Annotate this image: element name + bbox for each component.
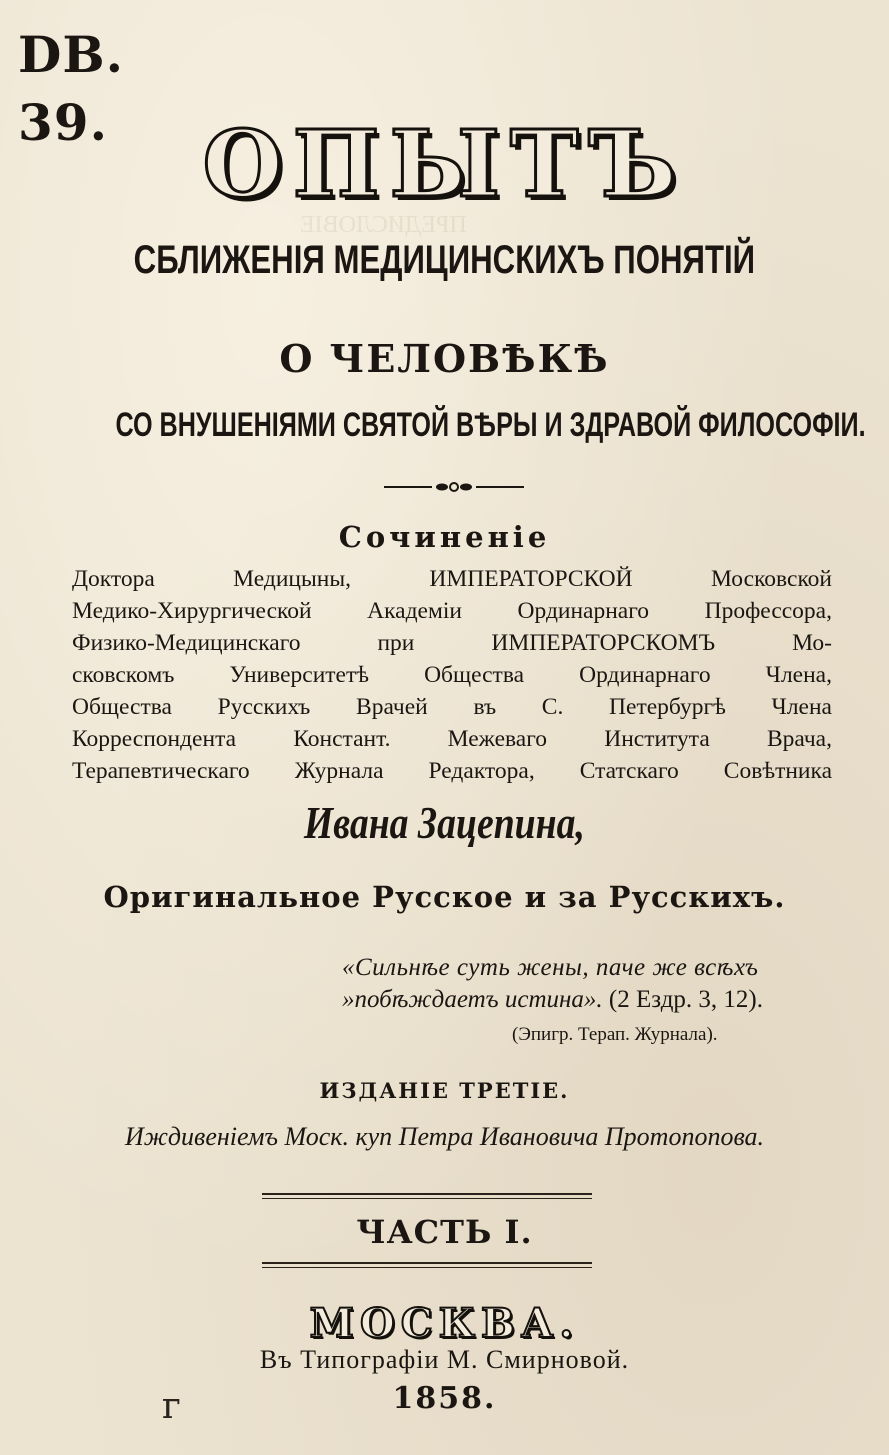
subtitle-line3: СО ВНУШЕНІЯМИ СВЯТОЙ ВѢРЫ И ЗДРАВОЙ ФИЛОСОФІИ. [115,406,866,444]
author-description-line: Медико-Хирургической Академіи Ординарнаго Профессора, [72,598,832,624]
publisher-line: Иждивенiемъ Моск. куп Петра Ивановича Протопопова. [124,1122,765,1151]
original-note: Оригинальное Русское и за Русскихъ. [103,880,786,914]
composition-label: Сочиненіе [338,520,551,554]
printer-line: Въ Типографіи М. Смирновой. [259,1345,630,1374]
subtitle-line2: О ЧЕЛОВѢКѢ [279,336,610,381]
main-title: ОПЫТЪ [202,110,687,218]
publication-year: 1858. [392,1381,497,1416]
edition-label: ИЗДАНІЕ ТРЕТІЕ. [319,1078,570,1103]
epigraph-line1: «Сильнѣе суть жены, паче же всѣхъ [342,954,759,981]
epigraph-reference: (2 Ездр. 3, 12). [608,986,763,1013]
subtitle-line1: СБЛИЖЕНІЯ МЕДИЦИНСКИХЪ ПОНЯТІЙ [133,238,756,282]
author-description-line: Физико-Медицинскаго при ИМПЕРАТОРСКОМЪ Мо- [72,630,832,656]
author-description-line: Доктора Медицыны, ИМПЕРАТОРСКОЙ Московской [72,566,832,592]
divider-rule [262,1262,592,1264]
epigraph-line2 [342,986,842,1014]
divider-rule [262,1198,592,1199]
city-label: МОСКВА. [309,1300,580,1347]
margin-pencil-mark: г [162,1386,181,1427]
author-description-line: сковскомъ Университетѣ Общества Ординарнаго Члена, [72,662,832,688]
author-description-line: Общества Русскихъ Врачей въ С. Петербургѣ Члена [72,694,832,720]
shelf-mark-line1: DB. [18,25,125,84]
shelf-mark-line2: 39. [18,93,108,152]
divider-rule [262,1193,592,1195]
epigraph-source: (Эпигр. Терап. Журнала). [512,1024,718,1045]
author-description-line: Корреспондента Констант. Межеваго Института Врача, [72,726,832,752]
epigraph-line2-text: »побѣждаетъ истина». [342,986,603,1013]
author-name: Ивана Зацепина, [303,797,585,848]
part-label: ЧАСТЬ I. [356,1213,533,1251]
ornament-divider [384,478,524,496]
divider-rule [262,1267,592,1268]
author-description-line: Терапевтическаго Журнала Редактора, Статскаго Совѣтника [72,758,832,784]
bleed-through-text: ПРЕДИСЛОВІЕ [300,212,467,238]
